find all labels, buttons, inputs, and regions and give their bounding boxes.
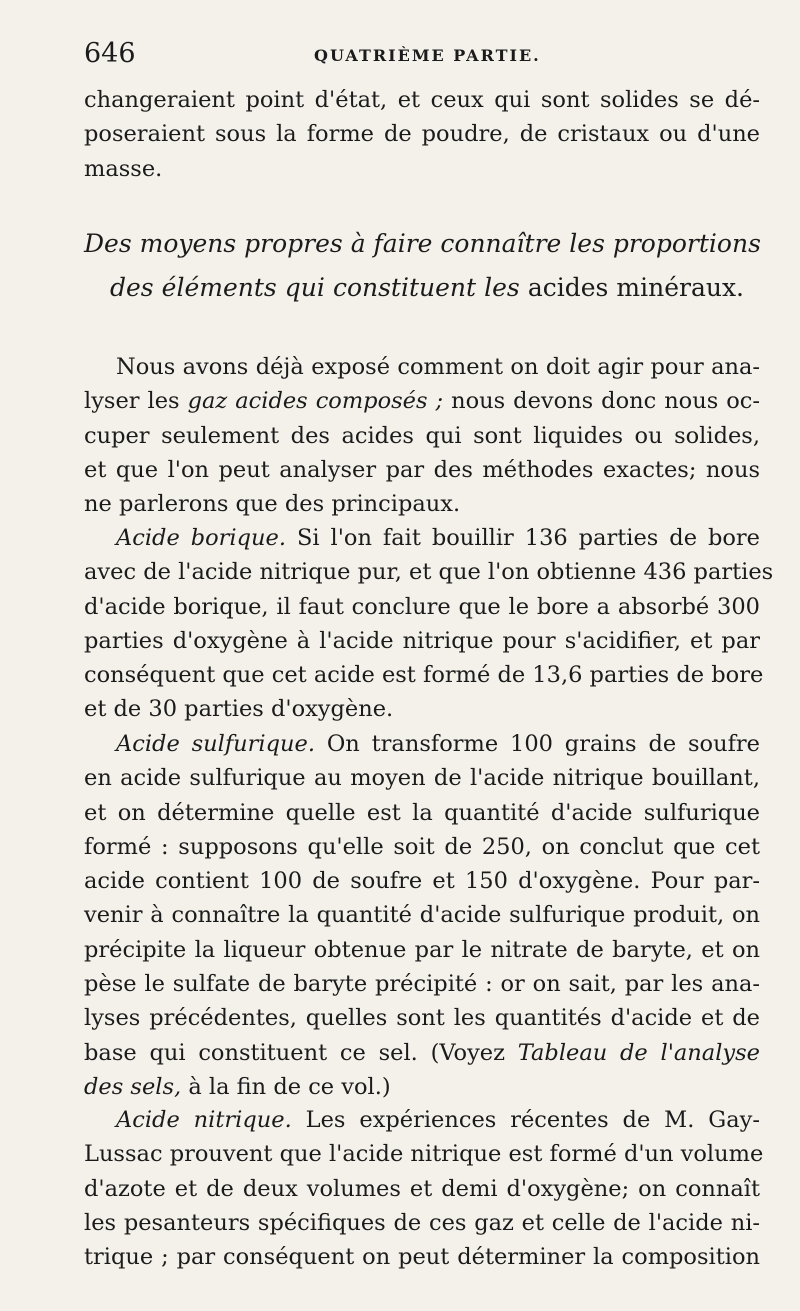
- text-line: précipite la liqueur obtenue par le nitrate de baryte, et on: [84, 936, 760, 963]
- text-run: base qui constituent ce sel. (Voyez: [84, 1039, 505, 1066]
- text-line: acide contient 100 de soufre et 150 d'oxygène. Pour par-: [84, 868, 760, 895]
- text-line: cuper seulement des acides qui sont liquides ou solides,: [84, 422, 760, 449]
- text-run: On transforme 100 grains de soufre: [326, 731, 760, 757]
- text-run: Les expériences récentes de M. Gay-: [305, 1107, 760, 1133]
- text-line: ne parlerons que des principaux.: [84, 491, 461, 518]
- text-line: en acide sulfurique au moyen de l'acide nitrique bouillant,: [84, 765, 760, 792]
- text-run: nous devons donc nous oc-: [451, 388, 761, 415]
- text-line: parties d'oxygène à l'acide nitrique pour s'acidifier, et par: [84, 627, 760, 654]
- section-title: [84, 222, 760, 310]
- text-line: formé : supposons qu'elle soit de 250, on conclut que cet: [84, 833, 760, 860]
- paragraph-intro-analysis: [84, 350, 760, 521]
- text-line: pèse le sulfate de baryte précipité : or on sait, par les ana-: [84, 971, 760, 998]
- text-line: et que l'on peut analyser par des méthodes exactes; nous: [84, 456, 760, 483]
- text-line: d'azote et de deux volumes et demi d'oxygène; on connaît: [84, 1175, 760, 1202]
- paragraph-acide-borique: [84, 521, 774, 727]
- text-line: [84, 384, 760, 418]
- italic-run: des sels,: [84, 1073, 182, 1100]
- text-line: les pesanteurs spécifiques de ces gaz et celle de l'acide ni-: [84, 1209, 760, 1236]
- text-line: [84, 727, 760, 761]
- section-title-italic: des éléments qui constituent les: [110, 273, 520, 302]
- text-line: poseraient sous la forme de poudre, de cristaux ou d'une: [84, 121, 760, 148]
- italic-run: Acide nitrique.: [116, 1107, 292, 1133]
- italic-run: Acide sulfurique.: [116, 731, 315, 757]
- text-line: et on détermine quelle est la quantité d'acide sulfurique: [84, 799, 760, 826]
- text-line: changeraient point d'état, et ceux qui sont solides se dé-: [84, 87, 760, 113]
- text-line: conséquent que cet acide est formé de 13,6 parties de bore: [84, 662, 764, 689]
- text-line: [84, 521, 760, 555]
- text-line: avec de l'acide nitrique pur, et que l'on obtienne 436 parties: [84, 559, 774, 586]
- text-line: masse.: [84, 155, 163, 182]
- italic-run: Tableau de l'analyse: [517, 1039, 760, 1066]
- text-line: et de 30 parties d'oxygène.: [84, 696, 394, 723]
- text-run: Si l'on fait bouillir 136 parties de bore: [296, 525, 760, 551]
- paragraph-acide-sulfurique: [84, 727, 760, 1104]
- text-line: lyses précédentes, quelles sont les quantités d'acide et de: [84, 1005, 760, 1032]
- text-line: Nous avons déjà exposé comment on doit agir pour ana-: [116, 354, 760, 380]
- text-line: [84, 1036, 760, 1070]
- page-number: 646: [84, 38, 136, 69]
- text-line: venir à connaître la quantité d'acide sulfurique produit, on: [84, 902, 760, 929]
- italic-run: gaz acides composés ;: [187, 388, 444, 415]
- section-title-line-2: [84, 266, 760, 310]
- page-header: [84, 38, 764, 78]
- section-title-roman: acides minéraux.: [527, 273, 744, 302]
- running-head: QUATRIÈME PARTIE.: [314, 46, 541, 65]
- paragraph-acide-nitrique: [84, 1103, 764, 1274]
- text-line: [84, 1070, 760, 1104]
- text-line: d'acide borique, il faut conclure que le bore a absorbé 300: [84, 593, 760, 620]
- text-run: lyser les: [84, 388, 180, 415]
- text-line: Lussac prouvent que l'acide nitrique est formé d'un volume: [84, 1141, 764, 1168]
- intro-paragraph: [84, 83, 760, 186]
- section-title-line-1: Des moyens propres à faire connaître les proportions: [84, 229, 761, 258]
- text-line: [84, 1103, 760, 1137]
- italic-run: Acide borique.: [116, 525, 286, 551]
- text-line: trique ; par conséquent on peut déterminer la composition: [84, 1244, 760, 1271]
- text-run: à la fin de ce vol.): [188, 1073, 391, 1100]
